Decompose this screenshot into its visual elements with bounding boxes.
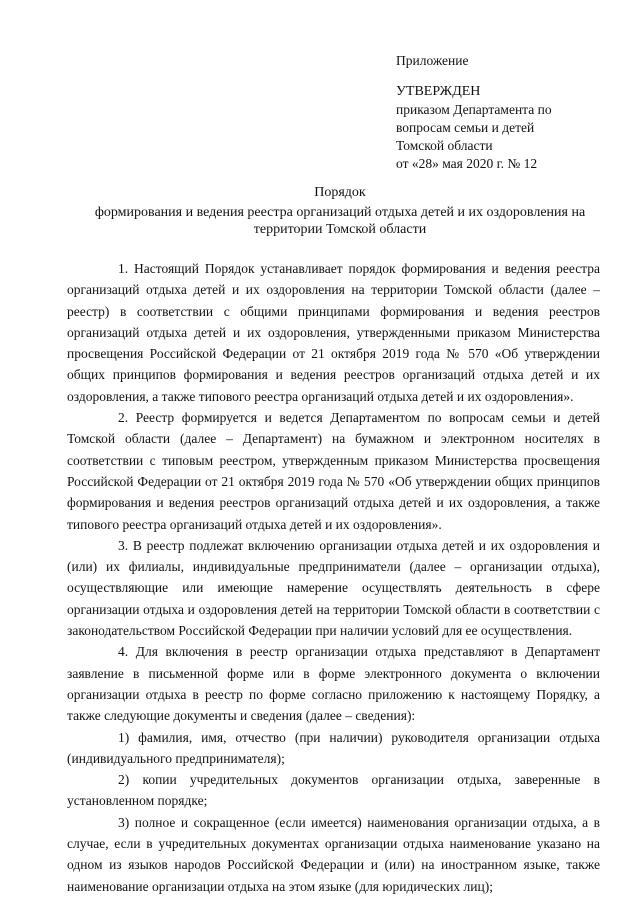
paragraph-4: 4. Для включения в реестр организации отдыха представляют в Департамент заявление в письменной форме или в форме электронного документа о включении организации отдыха в реестр по форме согласно приложению к настоящему Порядку, а также следующие документы и сведения (далее – сведения): (67, 644, 600, 724)
approval-block (396, 52, 552, 173)
paragraph-1: 1. Настоящий Порядок устанавливает порядок формирования и ведения реестра организаций отдыха детей и их оздоровления на территории Томской области (далее – реестр) в соответствии с общими принципами формирования и ведения реестров организаций отдыха детей и их оздоровления, утвержденными приказом Министерства просвещения Российской Федерации от 21 октября 2019 года № 570 «Об утверждении общих принципов формирования и ведения реестров организаций отдыха детей и их оздоровления, а также типового реестра организаций отдыха детей и их оздоровления». (67, 261, 600, 404)
document-subtitle-line: формирования и ведения реестра организаций отдыха детей и их оздоровления на (94, 205, 586, 220)
paragraph-3: 3. В реестр подлежат включению организации отдыха детей и их оздоровления и (или) их филиалы, индивидуальные предприниматели (далее – организации отдыха), осуществляющие или имеющие намерение осуществлять деятельность в сфере организации отдыха и оздоровления детей на территории Томской области в соответствии с законодательством Российской Федерации при наличии условий для ее осуществления. (67, 537, 600, 639)
approved-label: УТВЕРЖДЕН (396, 84, 481, 99)
list-item-1: 1) фамилия, имя, отчество (при наличии) руководителя организации отдыха (индивидуального предпринимателя); (67, 729, 600, 766)
list-item-3: 3) полное и сокращенное (если имеется) наименования организации отдыха, а в случае, если в учредительных документах организации отдыха наименование указано на одном из языков народов Российской Федерации и (или) на иностранном языке, также наименование организации отдыха на этом языке (для юридических лиц); (67, 814, 600, 894)
paragraph-2: 2. Реестр формируется и ведется Департаментом по вопросам семьи и детей Томской области (далее – Департамент) на бумажном и электронном носителях в соответствии с типовым реестром, утвержденным приказом Министерства просвещения Российской Федерации от 21 октября 2019 года № 570 «Об утверждении общих принципов формирования и ведения реестров организаций отдыха детей и их оздоровления, а также типового реестра организаций отдыха детей и их оздоровления». (67, 410, 600, 532)
document-body (67, 258, 600, 897)
document-heading: Порядок (314, 185, 366, 200)
document-subtitle-line: территории Томской области (253, 222, 427, 237)
list-item-2: 2) копии учредительных документов организации отдыха, заверенные в установленном порядке; (67, 772, 600, 809)
approval-line: вопросам семьи и детей (396, 120, 535, 135)
approval-date-line: от «28» мая 2020 г. № 12 (396, 156, 538, 171)
approval-line: Томской области (396, 138, 493, 153)
approval-line: приказом Департамента по (396, 102, 552, 117)
appendix-label: Приложение (396, 53, 469, 68)
